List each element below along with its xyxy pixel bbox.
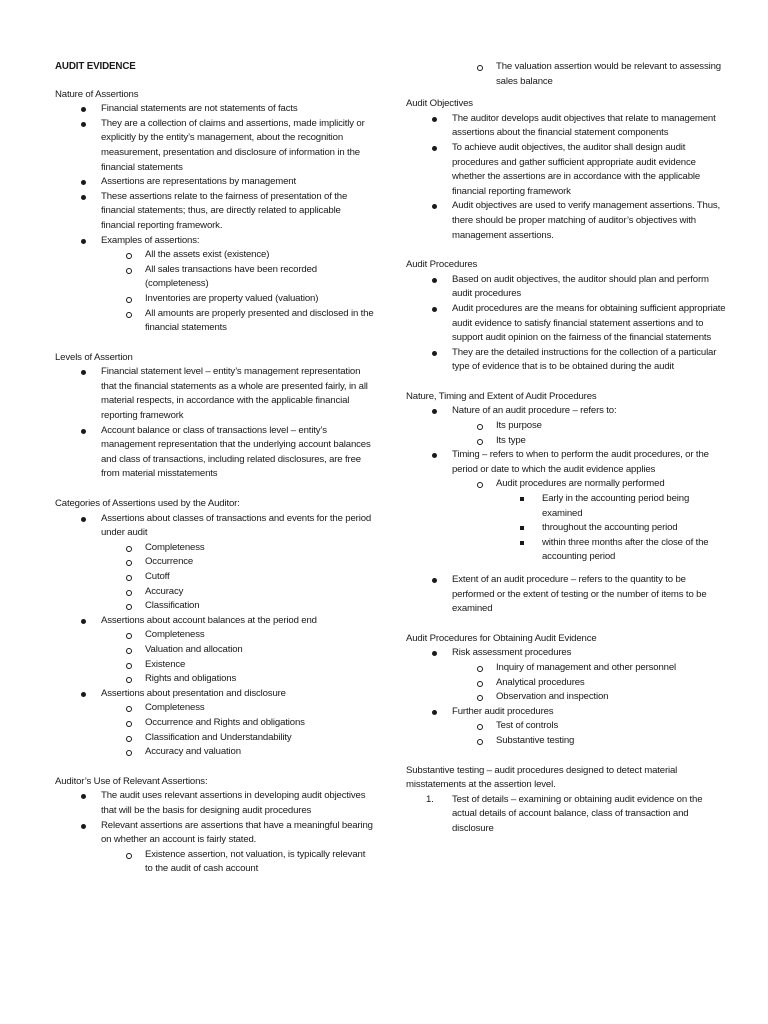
heading-categories-of-assertions: Categories of Assertions used by the Auditor: [55, 498, 240, 510]
bullet-icon [81, 692, 86, 697]
list-item: Nature of an audit procedure – refers to: [406, 404, 728, 419]
circle-bullet-icon [126, 253, 132, 259]
circle-bullet-icon [477, 666, 483, 672]
circle-bullet-icon [477, 724, 483, 730]
list-item: Test of controls [406, 719, 728, 734]
examples-list [55, 248, 375, 336]
list-item: Examples of assertions: [55, 234, 375, 249]
list-item: Classification and Understandability [55, 731, 375, 746]
bullet-icon [81, 239, 86, 244]
bullet-icon [432, 146, 437, 151]
circle-bullet-icon [126, 633, 132, 639]
list-item: Its type [406, 434, 728, 449]
heading-audit-procedures: Audit Procedures [406, 259, 478, 271]
objectives-list [406, 112, 728, 243]
list-item: Assertions about presentation and disclosure [55, 687, 375, 702]
document-title: AUDIT EVIDENCE [55, 61, 136, 72]
bullet-icon [81, 370, 86, 375]
list-item: Account balance or class of transactions level – entity’s management representation that the underlying account balances and class of transactions, including related disclosures, are free from material misstatements [55, 424, 375, 482]
list-item: Its purpose [406, 419, 728, 434]
list-item: Accuracy [55, 585, 375, 600]
list-item: All the assets exist (existence) [55, 248, 375, 263]
list-item: Risk assessment procedures [406, 646, 728, 661]
substantive-testing-paragraph: Substantive testing – audit procedures designed to detect material misstatements at the assertion level. [406, 764, 678, 791]
bullet-icon [432, 117, 437, 122]
right-column [406, 60, 728, 837]
circle-bullet-icon [126, 706, 132, 712]
list-item: Assertions are representations by management [55, 175, 375, 190]
circle-bullet-icon [477, 65, 483, 71]
bullet-icon [81, 180, 86, 185]
list-item: Inventories are property valued (valuation) [55, 292, 375, 307]
heading-levels-of-assertion: Levels of Assertion [55, 351, 133, 363]
nature-list [55, 102, 375, 248]
list-item: Cutoff [55, 570, 375, 585]
list-item: Rights and obligations [55, 672, 375, 687]
circle-bullet-icon [477, 739, 483, 745]
circle-bullet-icon [126, 736, 132, 742]
circle-bullet-icon [126, 590, 132, 596]
heading-relevant-assertions: Auditor’s Use of Relevant Assertions: [55, 775, 208, 787]
bullet-icon [432, 307, 437, 312]
bullet-icon [81, 107, 86, 112]
carry-over-list [406, 60, 728, 89]
list-item: These assertions relate to the fairness of presentation of the financial statements; thus, are directly related to applicable financial reporting framework. [55, 190, 375, 234]
list-item: Completeness [55, 628, 375, 643]
relevant-sublist [55, 848, 375, 877]
categories-sublist-2 [55, 628, 375, 686]
bullet-icon [432, 278, 437, 283]
circle-bullet-icon [126, 546, 132, 552]
bullet-icon [432, 204, 437, 209]
list-item: Financial statements are not statements of facts [55, 102, 375, 117]
bullet-icon [432, 578, 437, 583]
list-item: Timing – refers to when to perform the audit procedures, or the period or date to which the audit evidence applies [406, 448, 728, 477]
list-item: Relevant assertions are assertions that have a meaningful bearing on whether an account is fairly stated. [55, 819, 375, 848]
bullet-icon [81, 517, 86, 522]
list-number: 1. [426, 793, 434, 805]
list-item: Existence [55, 658, 375, 673]
levels-list [55, 365, 375, 482]
circle-bullet-icon [126, 297, 132, 303]
list-item: Occurrence [55, 555, 375, 570]
list-item: Audit procedures are the means for obtaining sufficient appropriate audit evidence to satisfy financial statement assertions and to support audit opinion on the fairness of the financial statements [406, 302, 728, 346]
list-item: Early in the accounting period being examined [406, 492, 728, 521]
list-item: Assertions about classes of transactions and events for the period under audit [55, 512, 375, 541]
circle-bullet-icon [126, 575, 132, 581]
circle-bullet-icon [126, 604, 132, 610]
circle-bullet-icon [477, 681, 483, 687]
circle-bullet-icon [126, 663, 132, 669]
list-item: All amounts are properly presented and disclosed in the financial statements [55, 307, 375, 336]
bullet-icon [432, 351, 437, 356]
heading-audit-objectives: Audit Objectives [406, 98, 473, 110]
circle-bullet-icon [477, 482, 483, 488]
bullet-icon [81, 794, 86, 799]
bullet-icon [81, 122, 86, 127]
list-item: Based on audit objectives, the auditor should plan and perform audit procedures [406, 273, 728, 302]
square-bullet-icon [520, 497, 524, 501]
bullet-icon [81, 195, 86, 200]
categories-list [55, 512, 375, 541]
bullet-icon [432, 710, 437, 715]
circle-bullet-icon [477, 439, 483, 445]
list-item: Financial statement level – entity’s management representation that the financial statements as a whole are presented fairly, in all material respects, in accordance with the applicable financial reporting framework [55, 365, 375, 423]
bullet-icon [81, 824, 86, 829]
circle-bullet-icon [126, 648, 132, 654]
circle-bullet-icon [126, 721, 132, 727]
procedures-list [406, 273, 728, 375]
bullet-icon [432, 409, 437, 414]
list-item: Audit procedures are normally performed [406, 477, 728, 492]
list-item: throughout the accounting period [406, 521, 728, 536]
list-item: Substantive testing [406, 734, 728, 749]
list-item: They are a collection of claims and assertions, made implicitly or explicitly by the entity’s management, about the recognition measurement, presentation and disclosure of information in the financial statements [55, 117, 375, 175]
circle-bullet-icon [126, 750, 132, 756]
list-item: The valuation assertion would be relevant to assessing sales balance [406, 60, 728, 89]
list-item: To achieve audit objectives, the auditor shall design audit procedures and gather sufficient appropriate audit evidence whether the assertions are in accordance with the applicable financial reporting framework [406, 141, 728, 199]
square-bullet-icon [520, 541, 524, 545]
circle-bullet-icon [126, 268, 132, 274]
bullet-icon [432, 651, 437, 656]
list-item: The audit uses relevant assertions in developing audit objectives that will be the basis for designing audit procedures [55, 789, 375, 818]
list-item: Extent of an audit procedure – refers to the quantity to be performed or the extent of testing or the number of items to be examined [406, 573, 728, 617]
bullet-icon [81, 619, 86, 624]
left-column [55, 60, 375, 877]
relevant-list [55, 789, 375, 847]
list-item: The auditor develops audit objectives that relate to management assertions about the financial statement components [406, 112, 728, 141]
list-item: Occurrence and Rights and obligations [55, 716, 375, 731]
list-item: Existence assertion, not valuation, is typically relevant to the audit of cash account [55, 848, 375, 877]
list-item: Further audit procedures [406, 705, 728, 720]
bullet-icon [432, 453, 437, 458]
list-item: Valuation and allocation [55, 643, 375, 658]
categories-sublist-1 [55, 541, 375, 614]
list-item: Accuracy and valuation [55, 745, 375, 760]
list-item: All sales transactions have been recorded (completeness) [55, 263, 375, 292]
list-item: They are the detailed instructions for the collection of a particular type of evidence that is to be obtained during the audit [406, 346, 728, 375]
list-item: Completeness [55, 541, 375, 556]
list-item: within three months after the close of the accounting period [406, 536, 728, 565]
circle-bullet-icon [477, 695, 483, 701]
list-item: Assertions about account balances at the period end [55, 614, 375, 629]
list-item: Analytical procedures [406, 676, 728, 691]
heading-obtaining-evidence: Audit Procedures for Obtaining Audit Evidence [406, 632, 597, 644]
list-item: Inquiry of management and other personnel [406, 661, 728, 676]
list-item: Classification [55, 599, 375, 614]
list-item: Audit objectives are used to verify management assertions. Thus, there should be proper matching of auditor’s objectives with management assertions. [406, 199, 728, 243]
circle-bullet-icon [477, 424, 483, 430]
bullet-icon [81, 429, 86, 434]
list-item: 1. Test of details – examining or obtaining audit evidence on the actual details of account balance, class of transaction and disclosure [426, 793, 703, 834]
circle-bullet-icon [126, 560, 132, 566]
substantive-list [406, 793, 728, 837]
categories-sublist-3 [55, 701, 375, 759]
circle-bullet-icon [126, 312, 132, 318]
list-item: Observation and inspection [406, 690, 728, 705]
circle-bullet-icon [126, 677, 132, 683]
list-item: Completeness [55, 701, 375, 716]
square-bullet-icon [520, 526, 524, 530]
heading-nature-of-assertions: Nature of Assertions [55, 88, 139, 100]
heading-nature-timing-extent: Nature, Timing and Extent of Audit Procedures [406, 390, 597, 402]
circle-bullet-icon [126, 853, 132, 859]
